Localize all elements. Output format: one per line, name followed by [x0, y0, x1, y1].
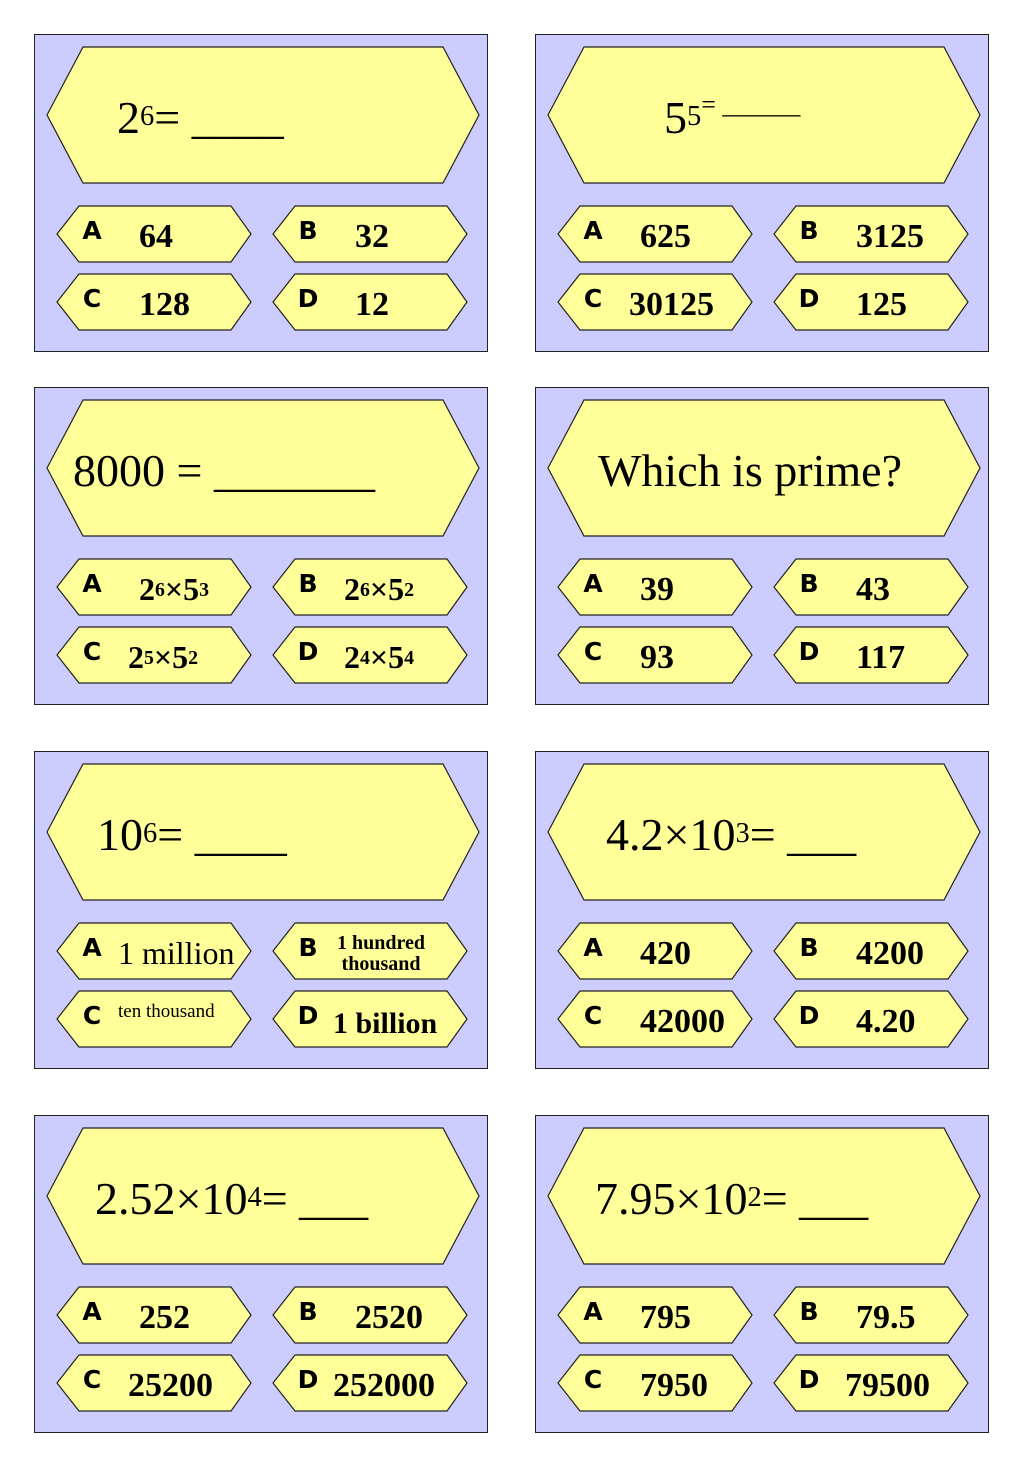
option-c-text[interactable]: ten thousand — [118, 1001, 215, 1023]
question-text: 8000 = _______ — [73, 444, 375, 496]
question-text: 2 6 = ____ — [117, 91, 284, 143]
option-c-letter: C — [82, 284, 102, 313]
option-c-text[interactable]: 7950 — [640, 1367, 708, 1405]
option-d-text[interactable]: 79500 — [845, 1367, 930, 1405]
option-a-text[interactable]: 625 — [640, 218, 691, 256]
option-b-letter: B — [298, 933, 318, 962]
question-text: 5 5 = ______ — [664, 90, 801, 143]
question-text: 7.95×10 2 = ___ — [595, 1172, 869, 1224]
factor-base: ×5 — [369, 571, 405, 608]
option-d-letter: D — [297, 1365, 319, 1394]
factor-base: 2 — [128, 639, 144, 676]
question-card-6 — [535, 751, 989, 1069]
option-b-text[interactable]: 2520 — [355, 1299, 423, 1337]
option-d-letter: D — [297, 1001, 319, 1030]
option-d-letter: D — [297, 284, 319, 313]
option-a-letter: A — [82, 1297, 102, 1326]
option-d-text[interactable]: 117 — [856, 639, 906, 677]
option-a-text[interactable]: 64 — [139, 218, 173, 256]
option-c-letter: C — [583, 1365, 603, 1394]
option-c-letter: C — [82, 1365, 102, 1394]
question-base: 2.52×10 — [95, 1172, 248, 1224]
option-d-text[interactable]: 125 — [856, 286, 907, 324]
option-b-text[interactable]: 32 — [355, 218, 389, 256]
option-b-letter: B — [298, 216, 318, 245]
question-card-5 — [34, 751, 488, 1069]
option-b-text[interactable]: 2 6 ×5 2 — [344, 571, 415, 608]
question-base: 2 — [117, 91, 140, 143]
option-d-letter: D — [297, 637, 319, 666]
question-card-3 — [34, 387, 488, 705]
factor-base: 2 — [344, 571, 360, 608]
option-a-text[interactable]: 420 — [640, 935, 691, 973]
question-text: 2.52×10 4 = ___ — [95, 1172, 369, 1224]
question-card-4 — [535, 387, 989, 705]
option-b-text[interactable]: 79.5 — [856, 1299, 916, 1337]
option-c-text[interactable]: 93 — [640, 639, 674, 677]
option-a-text[interactable]: 252 — [139, 1299, 190, 1337]
option-a-letter: A — [583, 933, 603, 962]
option-b-letter: B — [799, 216, 819, 245]
question-base: 5 — [664, 91, 687, 143]
option-b-text[interactable]: 3125 — [856, 218, 924, 256]
factor-base: ×5 — [369, 639, 405, 676]
option-c-text[interactable]: 30125 — [629, 286, 714, 324]
option-a-letter: A — [82, 216, 102, 245]
option-b-text[interactable]: 4200 — [856, 935, 924, 973]
option-d-letter: D — [798, 284, 820, 313]
question-blank: = ____ — [154, 91, 284, 143]
question-card-8 — [535, 1115, 989, 1433]
option-a-letter: A — [583, 1297, 603, 1326]
option-d-letter: D — [798, 1001, 820, 1030]
question-card-2 — [535, 34, 989, 352]
option-a-text[interactable]: 795 — [640, 1299, 691, 1337]
option-b-line1: 1 hundred — [336, 932, 425, 954]
option-d-text[interactable]: 2 4 ×5 4 — [344, 639, 415, 676]
option-c-letter: C — [82, 1001, 102, 1030]
option-c-text[interactable]: 128 — [139, 286, 190, 324]
question-blank: = ___ — [749, 808, 857, 860]
option-c-letter: C — [583, 637, 603, 666]
question-blank: = ____ — [157, 808, 287, 860]
option-d-text[interactable]: 4.20 — [856, 1003, 916, 1041]
option-a-letter: A — [82, 569, 102, 598]
question-blank: = ______ — [701, 90, 801, 119]
question-blank: = ___ — [761, 1172, 869, 1224]
question-text: Which is prime? — [598, 444, 903, 496]
question-text: 4.2×10 3 = ___ — [606, 808, 857, 860]
option-d-text[interactable]: 12 — [355, 286, 389, 324]
option-a-letter: A — [82, 933, 102, 962]
option-b-letter: B — [799, 933, 819, 962]
factor-base: ×5 — [164, 571, 200, 608]
option-c-text[interactable]: 42000 — [640, 1003, 725, 1041]
option-b-line2: thousand — [341, 953, 421, 975]
question-blank: = ___ — [261, 1172, 369, 1224]
question-base: 7.95×10 — [595, 1172, 748, 1224]
option-c-text[interactable]: 25200 — [128, 1367, 213, 1405]
option-b-letter: B — [799, 1297, 819, 1326]
option-b-letter: B — [799, 569, 819, 598]
option-c-letter: C — [583, 284, 603, 313]
option-b-text[interactable]: 43 — [856, 571, 890, 609]
option-b-text[interactable] — [333, 926, 429, 982]
option-d-text[interactable]: 252000 — [333, 1367, 435, 1405]
question-card-7 — [34, 1115, 488, 1433]
option-c-text[interactable]: 2 5 ×5 2 — [128, 639, 199, 676]
option-b-letter: B — [298, 569, 318, 598]
question-card-1 — [34, 34, 488, 352]
question-base: 4.2×10 — [606, 808, 736, 860]
question-text: 10 6 = ____ — [97, 808, 287, 860]
option-a-letter: A — [583, 569, 603, 598]
option-c-letter: C — [82, 637, 102, 666]
option-a-text[interactable]: 1 million — [118, 935, 235, 972]
option-b-letter: B — [298, 1297, 318, 1326]
factor-base: 2 — [139, 571, 155, 608]
option-d-letter: D — [798, 637, 820, 666]
option-c-letter: C — [583, 1001, 603, 1030]
factor-base: 2 — [344, 639, 360, 676]
question-base: 10 — [97, 808, 143, 860]
option-a-text[interactable]: 2 6 ×5 3 — [139, 571, 210, 608]
option-a-text[interactable]: 39 — [640, 571, 674, 609]
option-d-text[interactable]: 1 billion — [333, 1007, 438, 1041]
option-d-letter: D — [798, 1365, 820, 1394]
factor-base: ×5 — [153, 639, 189, 676]
option-a-letter: A — [583, 216, 603, 245]
